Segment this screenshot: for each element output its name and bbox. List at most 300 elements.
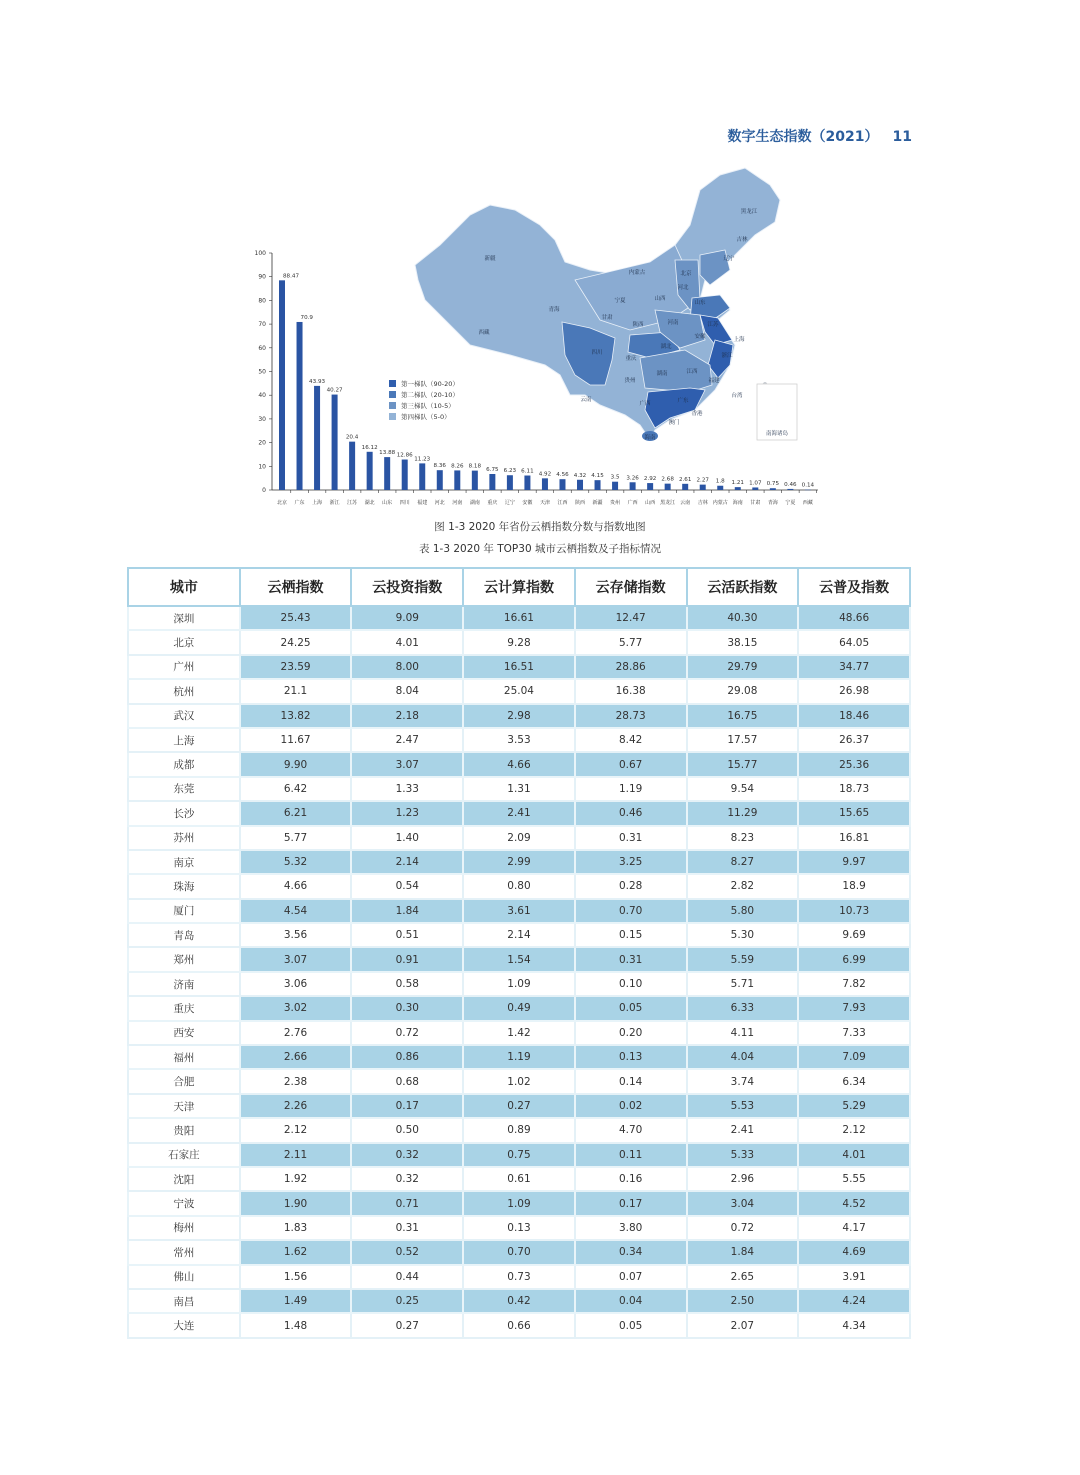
- value-cell: 8.00: [351, 655, 463, 679]
- bar-value-label: 3.5: [610, 474, 620, 481]
- value-cell: 25.36: [798, 752, 910, 776]
- value-cell: 1.84: [351, 899, 463, 923]
- value-cell: 3.02: [240, 996, 352, 1020]
- x-tick-label: 贵州: [610, 500, 621, 506]
- value-cell: 29.08: [687, 679, 799, 703]
- value-cell: 0.05: [575, 1313, 687, 1337]
- bar-value-label: 2.27: [696, 477, 709, 484]
- bar: [787, 489, 793, 490]
- value-cell: 0.16: [575, 1167, 687, 1191]
- value-cell: 4.24: [798, 1289, 910, 1313]
- value-cell: 3.91: [798, 1265, 910, 1289]
- table-row: [128, 704, 910, 728]
- bar-value-label: 20.4: [345, 434, 359, 441]
- value-cell: 18.46: [798, 704, 910, 728]
- y-tick-label: 50: [258, 368, 266, 376]
- legend-swatch: [389, 402, 396, 409]
- value-cell: 0.71: [351, 1191, 463, 1215]
- legend-label: 第一梯队（90-20）: [401, 380, 459, 388]
- city-cell: 贵阳: [128, 1118, 240, 1142]
- bar: [735, 487, 741, 490]
- table-row: [128, 630, 910, 654]
- city-cell: 青岛: [128, 923, 240, 947]
- x-tick-label: 云南: [680, 500, 691, 506]
- map-province-label: 西藏: [478, 330, 490, 336]
- bar: [349, 442, 355, 490]
- value-cell: 6.21: [240, 801, 352, 825]
- value-cell: 16.81: [798, 826, 910, 850]
- value-cell: 1.09: [463, 1191, 575, 1215]
- value-cell: 1.83: [240, 1216, 352, 1240]
- bar-value-label: 8.36: [433, 463, 447, 470]
- map-province-label: 台湾: [731, 393, 743, 399]
- city-cell: 福州: [128, 1045, 240, 1069]
- value-cell: 3.06: [240, 972, 352, 996]
- map-province-label: 南海诸岛: [765, 431, 789, 437]
- y-tick-label: 70: [258, 321, 266, 329]
- map-province-label: 海南: [644, 435, 656, 441]
- map-province-label: 吉林: [736, 237, 748, 243]
- map-province-label: 湖北: [660, 344, 672, 350]
- map-province-label: 新疆: [484, 256, 496, 262]
- city-cell: 常州: [128, 1240, 240, 1264]
- y-tick-label: 0: [262, 487, 266, 494]
- value-cell: 0.51: [351, 923, 463, 947]
- map-province-label: 澳门: [668, 420, 680, 426]
- value-cell: 0.86: [351, 1045, 463, 1069]
- column-header: 云普及指数: [798, 568, 910, 606]
- value-cell: 0.80: [463, 874, 575, 898]
- x-tick-label: 青海: [767, 500, 778, 506]
- value-cell: 5.32: [240, 850, 352, 874]
- value-cell: 0.07: [575, 1265, 687, 1289]
- map-province-label: 辽宁: [723, 256, 735, 262]
- value-cell: 2.99: [463, 850, 575, 874]
- city-cell: 广州: [128, 655, 240, 679]
- city-cell: 珠海: [128, 874, 240, 898]
- value-cell: 4.54: [240, 899, 352, 923]
- bar: [402, 460, 408, 490]
- bar-value-label: 6.11: [521, 468, 534, 475]
- table-row: [128, 1045, 910, 1069]
- value-cell: 4.34: [798, 1313, 910, 1337]
- value-cell: 0.58: [351, 972, 463, 996]
- x-tick-label: 天津: [539, 500, 550, 506]
- value-cell: 0.66: [463, 1313, 575, 1337]
- x-tick-label: 宁夏: [785, 500, 796, 506]
- value-cell: 1.42: [463, 1021, 575, 1045]
- value-cell: 8.04: [351, 679, 463, 703]
- y-tick-label: 40: [258, 392, 266, 400]
- city-cell: 上海: [128, 728, 240, 752]
- value-cell: 4.70: [575, 1118, 687, 1142]
- bar: [367, 452, 373, 490]
- bar-value-label: 8.18: [468, 463, 482, 470]
- map-province-label: 陕西: [632, 322, 644, 328]
- value-cell: 2.09: [463, 826, 575, 850]
- value-cell: 38.15: [687, 630, 799, 654]
- value-cell: 2.07: [687, 1313, 799, 1337]
- bar-value-label: 1.07: [749, 480, 762, 487]
- column-header: 云活跃指数: [687, 568, 799, 606]
- city-cell: 济南: [128, 972, 240, 996]
- value-cell: 1.90: [240, 1191, 352, 1215]
- bar: [700, 485, 706, 490]
- y-tick-label: 30: [258, 415, 266, 423]
- value-cell: 0.02: [575, 1094, 687, 1118]
- value-cell: 1.56: [240, 1265, 352, 1289]
- value-cell: 1.48: [240, 1313, 352, 1337]
- table-row: [128, 899, 910, 923]
- value-cell: 3.53: [463, 728, 575, 752]
- bar: [595, 480, 601, 490]
- value-cell: 25.04: [463, 679, 575, 703]
- x-tick-label: 辽宁: [504, 500, 515, 506]
- value-cell: 7.33: [798, 1021, 910, 1045]
- value-cell: 29.79: [687, 655, 799, 679]
- value-cell: 5.33: [687, 1143, 799, 1167]
- x-tick-label: 安徽: [522, 500, 533, 506]
- map-province-label: 甘肃: [601, 315, 613, 321]
- value-cell: 1.92: [240, 1167, 352, 1191]
- value-cell: 7.93: [798, 996, 910, 1020]
- column-header: 城市: [128, 568, 240, 606]
- bar-value-label: 13.88: [379, 450, 396, 457]
- x-tick-label: 重庆: [487, 500, 498, 506]
- city-cell: 合肥: [128, 1069, 240, 1093]
- value-cell: 4.69: [798, 1240, 910, 1264]
- value-cell: 3.56: [240, 923, 352, 947]
- bar-value-label: 2.61: [678, 476, 692, 483]
- legend-label: 第三梯队（10-5）: [401, 402, 455, 410]
- table-row: [128, 947, 910, 971]
- table-row: [128, 972, 910, 996]
- value-cell: 1.62: [240, 1240, 352, 1264]
- bar-value-label: 43.93: [309, 378, 326, 385]
- bar-value-label: 2.92: [643, 476, 657, 483]
- value-cell: 1.84: [687, 1240, 799, 1264]
- bar: [577, 480, 583, 490]
- value-cell: 4.11: [687, 1021, 799, 1045]
- value-cell: 0.11: [575, 1143, 687, 1167]
- bar: [612, 482, 618, 490]
- value-cell: 9.09: [351, 606, 463, 630]
- map-province-label: 北京: [680, 271, 692, 277]
- page-number: 11: [892, 129, 912, 145]
- value-cell: 0.52: [351, 1240, 463, 1264]
- value-cell: 1.49: [240, 1289, 352, 1313]
- column-header: 云投资指数: [351, 568, 463, 606]
- value-cell: 4.66: [240, 874, 352, 898]
- value-cell: 0.31: [575, 826, 687, 850]
- map-province-label: 内蒙古: [628, 270, 646, 276]
- value-cell: 0.34: [575, 1240, 687, 1264]
- bar: [419, 463, 425, 490]
- value-cell: 0.46: [575, 801, 687, 825]
- table-row: [128, 1289, 910, 1313]
- value-cell: 13.82: [240, 704, 352, 728]
- value-cell: 5.30: [687, 923, 799, 947]
- running-header: [728, 126, 912, 146]
- value-cell: 2.82: [687, 874, 799, 898]
- table-row: [128, 1216, 910, 1240]
- bar-value-label: 4.56: [556, 472, 569, 479]
- value-cell: 0.25: [351, 1289, 463, 1313]
- city-cell: 郑州: [128, 947, 240, 971]
- value-cell: 0.10: [575, 972, 687, 996]
- value-cell: 2.14: [463, 923, 575, 947]
- map-province-label: 江苏: [707, 322, 719, 328]
- value-cell: 0.27: [463, 1094, 575, 1118]
- x-tick-label: 浙江: [329, 500, 340, 506]
- value-cell: 21.1: [240, 679, 352, 703]
- table-row: [128, 1118, 910, 1142]
- x-tick-label: 海南: [732, 500, 743, 506]
- value-cell: 0.04: [575, 1289, 687, 1313]
- bar: [805, 490, 811, 491]
- table-row: [128, 996, 910, 1020]
- x-tick-label: 广西: [627, 500, 638, 506]
- value-cell: 18.9: [798, 874, 910, 898]
- bar-value-label: 40.27: [326, 387, 343, 394]
- value-cell: 0.20: [575, 1021, 687, 1045]
- column-header: 云计算指数: [463, 568, 575, 606]
- x-tick-label: 广东: [294, 500, 305, 506]
- x-tick-label: 福建: [417, 500, 428, 506]
- value-cell: 0.32: [351, 1167, 463, 1191]
- value-cell: 12.47: [575, 606, 687, 630]
- value-cell: 8.27: [687, 850, 799, 874]
- column-header: 云存储指数: [575, 568, 687, 606]
- map-province-label: 香港: [691, 411, 703, 417]
- value-cell: 2.41: [687, 1118, 799, 1142]
- table-row: [128, 1167, 910, 1191]
- city-cell: 杭州: [128, 679, 240, 703]
- value-cell: 0.50: [351, 1118, 463, 1142]
- map-province-label: 福建: [708, 378, 720, 384]
- bar: [332, 395, 338, 490]
- value-cell: 11.29: [687, 801, 799, 825]
- bar-value-label: 16.12: [361, 444, 378, 451]
- map-province-label: 浙江: [721, 353, 733, 359]
- table-row: [128, 1313, 910, 1337]
- value-cell: 18.73: [798, 777, 910, 801]
- city-cell: 南昌: [128, 1289, 240, 1313]
- y-tick-label: 100: [254, 250, 266, 257]
- value-cell: 5.77: [575, 630, 687, 654]
- value-cell: 0.75: [463, 1143, 575, 1167]
- value-cell: 0.13: [463, 1216, 575, 1240]
- value-cell: 2.66: [240, 1045, 352, 1069]
- value-cell: 0.68: [351, 1069, 463, 1093]
- value-cell: 9.69: [798, 923, 910, 947]
- value-cell: 3.07: [351, 752, 463, 776]
- legend-item: [389, 411, 459, 422]
- table-row: [128, 874, 910, 898]
- value-cell: 0.28: [575, 874, 687, 898]
- value-cell: 2.50: [687, 1289, 799, 1313]
- value-cell: 5.55: [798, 1167, 910, 1191]
- x-tick-label: 山西: [645, 500, 656, 506]
- value-cell: 2.12: [798, 1118, 910, 1142]
- value-cell: 28.86: [575, 655, 687, 679]
- legend-swatch: [389, 380, 396, 387]
- value-cell: 1.19: [575, 777, 687, 801]
- x-tick-label: 新疆: [592, 500, 603, 506]
- legend-label: 第四梯队（5-0）: [401, 413, 451, 421]
- bar: [630, 482, 636, 490]
- value-cell: 4.52: [798, 1191, 910, 1215]
- map-province-label: 宁夏: [614, 298, 626, 304]
- value-cell: 5.80: [687, 899, 799, 923]
- value-cell: 5.29: [798, 1094, 910, 1118]
- bar: [647, 483, 653, 490]
- table-row: [128, 850, 910, 874]
- x-tick-label: 江西: [557, 500, 568, 506]
- value-cell: 3.25: [575, 850, 687, 874]
- x-tick-label: 内蒙古: [712, 500, 728, 506]
- bar-value-label: 8.26: [451, 463, 464, 470]
- bar-value-label: 0.46: [784, 481, 797, 488]
- bar: [542, 478, 548, 490]
- city-cell: 东莞: [128, 777, 240, 801]
- bar: [507, 475, 513, 490]
- value-cell: 0.72: [351, 1021, 463, 1045]
- value-cell: 40.30: [687, 606, 799, 630]
- x-tick-label: 江苏: [347, 500, 358, 506]
- value-cell: 0.30: [351, 996, 463, 1020]
- map-province-label: 山西: [654, 296, 666, 302]
- city-cell: 成都: [128, 752, 240, 776]
- x-tick-label: 湖北: [364, 500, 375, 506]
- value-cell: 48.66: [798, 606, 910, 630]
- city-cell: 重庆: [128, 996, 240, 1020]
- legend-item: [389, 378, 459, 389]
- table-row: [128, 1265, 910, 1289]
- value-cell: 24.25: [240, 630, 352, 654]
- bar: [559, 479, 565, 490]
- value-cell: 0.15: [575, 923, 687, 947]
- value-cell: 6.99: [798, 947, 910, 971]
- city-cell: 南京: [128, 850, 240, 874]
- bar-value-label: 88.47: [283, 273, 300, 280]
- bar-value-label: 11.23: [414, 456, 431, 463]
- bar: [770, 488, 776, 490]
- y-tick-label: 90: [258, 273, 266, 281]
- value-cell: 2.76: [240, 1021, 352, 1045]
- value-cell: 5.71: [687, 972, 799, 996]
- value-cell: 8.42: [575, 728, 687, 752]
- bar: [524, 476, 530, 490]
- value-cell: 0.91: [351, 947, 463, 971]
- x-tick-label: 北京: [276, 500, 288, 506]
- city-cell: 西安: [128, 1021, 240, 1045]
- bar: [297, 322, 303, 490]
- value-cell: 2.18: [351, 704, 463, 728]
- city-cell: 武汉: [128, 704, 240, 728]
- value-cell: 7.82: [798, 972, 910, 996]
- bar: [472, 471, 478, 490]
- value-cell: 15.65: [798, 801, 910, 825]
- value-cell: 26.98: [798, 679, 910, 703]
- city-cell: 石家庄: [128, 1143, 240, 1167]
- city-cell: 沈阳: [128, 1167, 240, 1191]
- bar: [665, 484, 671, 490]
- value-cell: 11.67: [240, 728, 352, 752]
- bar-value-label: 4.92: [538, 471, 552, 478]
- table-row: [128, 826, 910, 850]
- value-cell: 3.04: [687, 1191, 799, 1215]
- table-row: [128, 1094, 910, 1118]
- city-cell: 梅州: [128, 1216, 240, 1240]
- header-title: 数字生态指数（2021）: [727, 129, 879, 145]
- value-cell: 4.66: [463, 752, 575, 776]
- value-cell: 15.77: [687, 752, 799, 776]
- value-cell: 3.61: [463, 899, 575, 923]
- bar: [752, 487, 758, 490]
- city-cell: 苏州: [128, 826, 240, 850]
- y-tick-label: 60: [258, 344, 266, 352]
- table-row: [128, 1069, 910, 1093]
- table-row: [128, 606, 910, 630]
- value-cell: 2.26: [240, 1094, 352, 1118]
- value-cell: 28.73: [575, 704, 687, 728]
- value-cell: 0.14: [575, 1069, 687, 1093]
- x-tick-label: 河南: [452, 500, 463, 506]
- map-province-label: 广西: [639, 401, 651, 407]
- map-province-label: 云南: [580, 397, 592, 403]
- value-cell: 2.12: [240, 1118, 352, 1142]
- x-tick-label: 山东: [382, 500, 393, 506]
- value-cell: 2.47: [351, 728, 463, 752]
- value-cell: 2.11: [240, 1143, 352, 1167]
- city-cell: 厦门: [128, 899, 240, 923]
- x-tick-label: 黑龙江: [660, 500, 676, 506]
- value-cell: 2.98: [463, 704, 575, 728]
- map-province-label: 青海: [548, 307, 560, 313]
- bar-value-label: 6.23: [503, 468, 517, 475]
- legend-swatch: [389, 391, 396, 398]
- value-cell: 9.28: [463, 630, 575, 654]
- x-tick-label: 陕西: [575, 500, 586, 506]
- value-cell: 6.42: [240, 777, 352, 801]
- map-province-label: 江西: [686, 369, 698, 375]
- value-cell: 2.14: [351, 850, 463, 874]
- bar-value-label: 6.75: [486, 467, 499, 474]
- value-cell: 3.07: [240, 947, 352, 971]
- bar-value-label: 4.32: [573, 472, 587, 479]
- x-tick-label: 甘肃: [750, 500, 761, 506]
- value-cell: 0.17: [575, 1191, 687, 1215]
- value-cell: 16.61: [463, 606, 575, 630]
- value-cell: 0.31: [351, 1216, 463, 1240]
- bar: [314, 386, 320, 490]
- value-cell: 0.89: [463, 1118, 575, 1142]
- city-index-table: [127, 567, 911, 1339]
- bar-value-label: 1.21: [731, 480, 745, 487]
- table-row: [128, 777, 910, 801]
- value-cell: 64.05: [798, 630, 910, 654]
- x-tick-label: 上海: [312, 500, 323, 506]
- value-cell: 26.37: [798, 728, 910, 752]
- value-cell: 4.04: [687, 1045, 799, 1069]
- value-cell: 25.43: [240, 606, 352, 630]
- map-legend: [389, 378, 459, 422]
- map-province-label: 重庆: [625, 356, 637, 362]
- table-row: [128, 801, 910, 825]
- city-cell: 长沙: [128, 801, 240, 825]
- value-cell: 1.09: [463, 972, 575, 996]
